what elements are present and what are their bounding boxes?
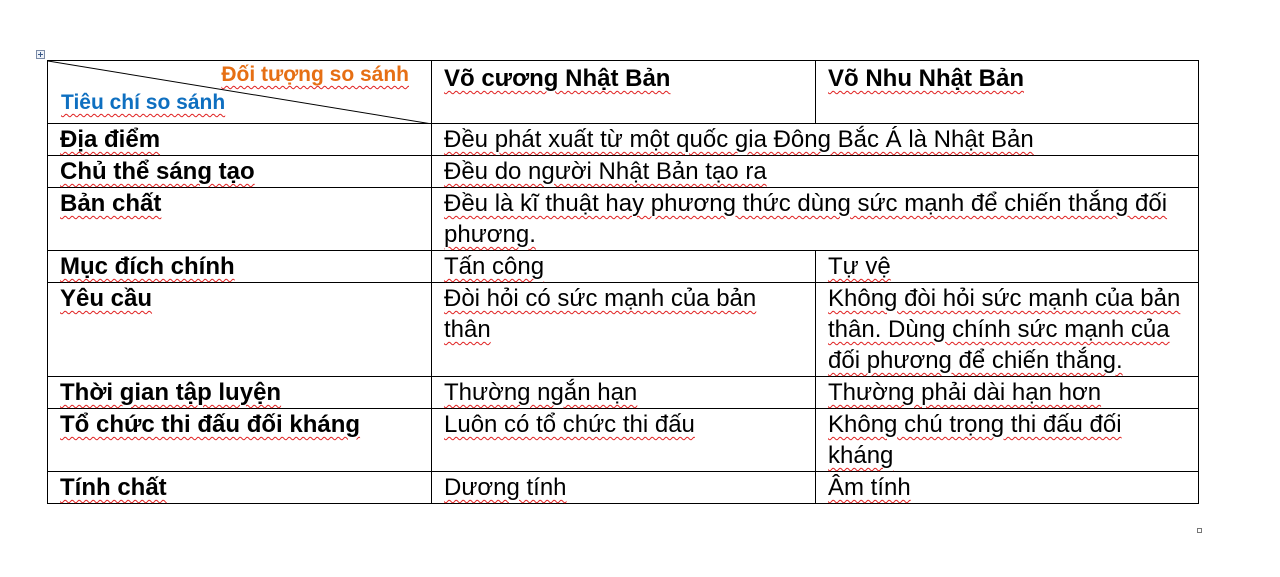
- vo-cuong-cell: Tấn công: [432, 251, 816, 283]
- criterion-cell: Mục đích chính: [48, 251, 432, 283]
- table-row: [48, 251, 1199, 283]
- criterion-cell: Tổ chức thi đấu đối kháng: [48, 409, 432, 472]
- table-row: [48, 472, 1199, 504]
- vo-nhu-cell: Không đòi hỏi sức mạnh của bản thân. Dùng chính sức mạnh của đối phương để chiến thắng.: [816, 283, 1199, 377]
- column-header-vo-cuong: Võ cương Nhật Bản: [432, 61, 816, 124]
- criterion-cell: Thời gian tập luyện: [48, 377, 432, 409]
- vo-nhu-cell: Âm tính: [816, 472, 1199, 504]
- table-row: [48, 283, 1199, 377]
- vo-nhu-cell: Không chú trọng thi đấu đối kháng: [816, 409, 1199, 472]
- criterion-cell: Tính chất: [48, 472, 432, 504]
- criterion-cell: Yêu cầu: [48, 283, 432, 377]
- corner-top-label: Đối tượng so sánh: [221, 63, 409, 86]
- vo-nhu-cell: Tự vệ: [816, 251, 1199, 283]
- table-resize-handle[interactable]: [1197, 528, 1202, 533]
- comparison-table: [47, 60, 1199, 504]
- vo-nhu-cell: Thường phải dài hạn hơn: [816, 377, 1199, 409]
- table-row: [48, 188, 1199, 251]
- vo-cuong-cell: Luôn có tổ chức thi đấu: [432, 409, 816, 472]
- shared-cell: Đều là kĩ thuật hay phương thức dùng sức mạnh để chiến thắng đối phương.: [432, 188, 1199, 251]
- table-row: [48, 409, 1199, 472]
- table-row: [48, 124, 1199, 156]
- table-header-row: [48, 61, 1199, 124]
- criterion-cell: Chủ thể sáng tạo: [48, 156, 432, 188]
- table-row: [48, 156, 1199, 188]
- criterion-cell: Địa điểm: [48, 124, 432, 156]
- shared-cell: Đều phát xuất từ một quốc gia Đông Bắc Á là Nhật Bản: [432, 124, 1199, 156]
- vo-cuong-cell: Đòi hỏi có sức mạnh của bản thân: [432, 283, 816, 377]
- criterion-cell: Bản chất: [48, 188, 432, 251]
- vo-cuong-cell: Dương tính: [432, 472, 816, 504]
- table-move-handle[interactable]: [36, 50, 45, 59]
- shared-cell: Đều do người Nhật Bản tạo ra: [432, 156, 1199, 188]
- corner-bottom-label: Tiêu chí so sánh: [61, 91, 226, 114]
- table-row: [48, 377, 1199, 409]
- column-header-vo-nhu: Võ Nhu Nhật Bản: [816, 61, 1199, 124]
- vo-cuong-cell: Thường ngắn hạn: [432, 377, 816, 409]
- corner-header-cell: [48, 61, 432, 124]
